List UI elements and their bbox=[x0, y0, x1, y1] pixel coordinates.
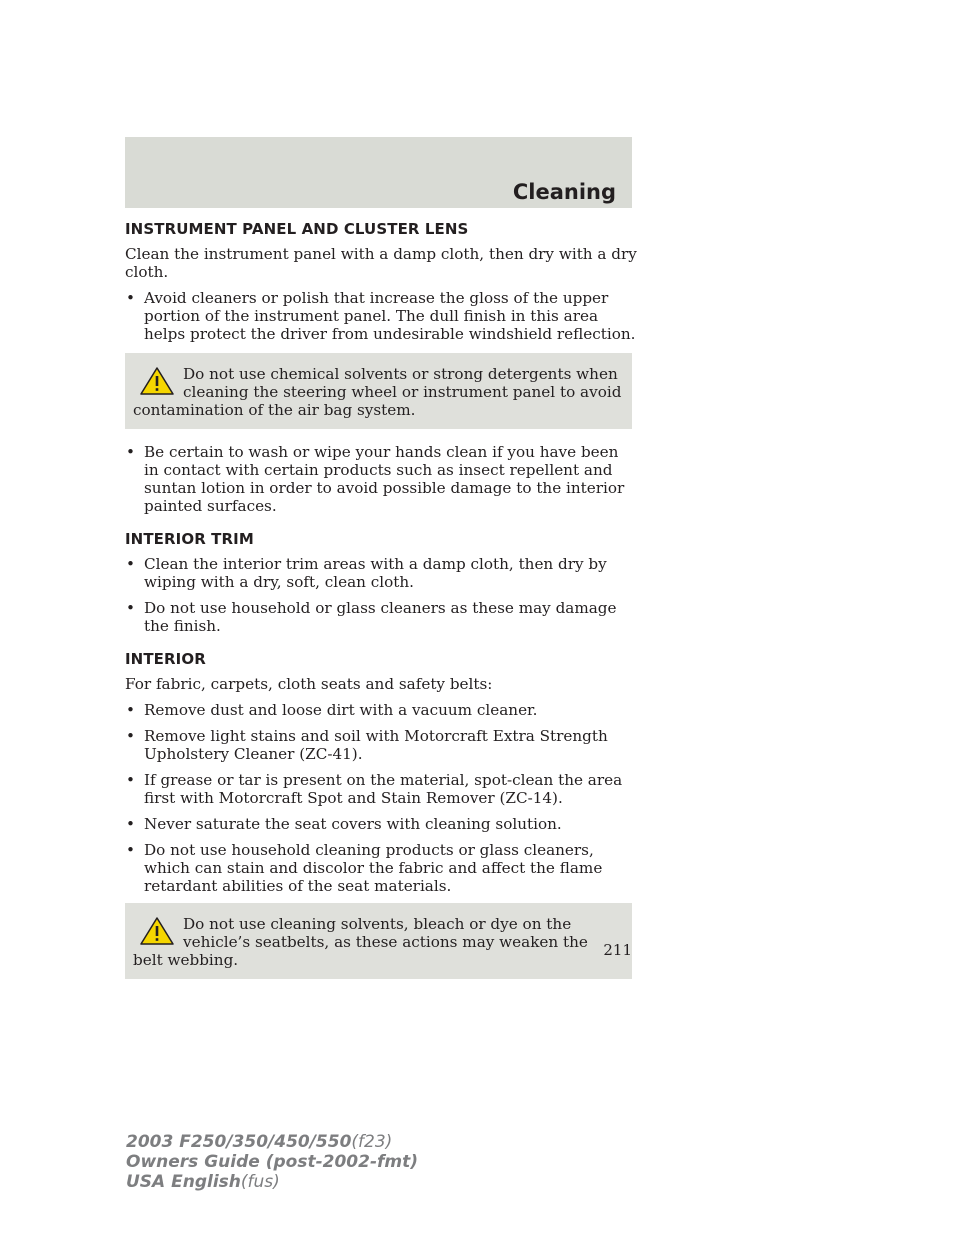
section-header-band bbox=[125, 137, 632, 208]
footer-language-code: (fus) bbox=[240, 1172, 280, 1192]
page-number: 211 bbox=[603, 941, 632, 959]
list-item bbox=[125, 727, 637, 763]
footer-line-guide bbox=[126, 1152, 418, 1172]
bullet-icon: • bbox=[126, 771, 135, 789]
instrument-bullets bbox=[125, 289, 637, 343]
list-item-text: Do not use household cleaning products or glass cleaners, which can stain and discolor the fabric and affect the flame retardant abilities of the seat materials. bbox=[144, 841, 603, 895]
list-item bbox=[125, 701, 637, 719]
warning-box-seatbelts bbox=[125, 903, 632, 979]
bullet-icon: • bbox=[126, 443, 135, 461]
bullet-icon: • bbox=[126, 555, 135, 573]
document-footer bbox=[126, 1132, 418, 1192]
bullet-icon: • bbox=[126, 701, 135, 719]
footer-model-code: (f23) bbox=[351, 1132, 393, 1152]
list-item bbox=[125, 289, 637, 343]
bullet-icon: • bbox=[126, 289, 135, 307]
trim-bullets bbox=[125, 555, 637, 635]
list-item bbox=[125, 841, 637, 895]
list-item-text: Never saturate the seat covers with cleaning solution. bbox=[144, 815, 562, 833]
heading-interior: INTERIOR bbox=[125, 650, 206, 668]
heading-instrument-panel: INSTRUMENT PANEL AND CLUSTER LENS bbox=[125, 220, 469, 238]
list-item-text: Do not use household or glass cleaners as these may damage the finish. bbox=[144, 599, 617, 635]
list-item-text: Remove dust and loose dirt with a vacuum cleaner. bbox=[144, 701, 538, 719]
list-item-text: Clean the interior trim areas with a damp cloth, then dry by wiping with a dry, soft, clean cloth. bbox=[144, 555, 607, 591]
list-item bbox=[125, 555, 637, 591]
warning-box-airbag bbox=[125, 353, 632, 429]
list-item bbox=[125, 443, 637, 515]
warning-text: Do not use chemical solvents or strong detergents when cleaning the steering wheel or instrument panel to avoid contamination of the air bag system. bbox=[133, 365, 622, 419]
footer-model: 2003 F250/350/450/550 bbox=[126, 1132, 352, 1152]
page-content bbox=[125, 219, 637, 993]
heading-interior-trim: INTERIOR TRIM bbox=[125, 530, 254, 548]
interior-bullets bbox=[125, 701, 637, 895]
footer-language: USA English bbox=[126, 1172, 241, 1192]
list-item-text: If grease or tar is present on the material, spot-clean the area first with Motorcraft Spot and Stain Remover (ZC-14). bbox=[144, 771, 623, 807]
warning-text: Do not use cleaning solvents, bleach or dye on the vehicle’s seatbelts, as these actions may weaken the belt webbing. bbox=[133, 915, 588, 969]
interior-intro: For fabric, carpets, cloth seats and safety belts: bbox=[125, 675, 493, 693]
list-item-text: Remove light stains and soil with Motorcraft Extra Strength Upholstery Cleaner (ZC-41). bbox=[144, 727, 608, 763]
instrument-intro: Clean the instrument panel with a damp cloth, then dry with a dry cloth. bbox=[125, 245, 637, 281]
instrument-bullets-after bbox=[125, 443, 637, 515]
bullet-icon: • bbox=[126, 599, 135, 617]
list-item bbox=[125, 771, 637, 807]
list-item bbox=[125, 815, 637, 833]
list-item-text: Avoid cleaners or polish that increase the gloss of the upper portion of the instrument panel. The dull finish in this area helps protect the driver from undesirable windshield reflection. bbox=[144, 289, 636, 343]
warning-triangle-icon bbox=[139, 916, 175, 946]
bullet-icon: • bbox=[126, 727, 135, 745]
footer-line-language bbox=[126, 1172, 418, 1192]
bullet-icon: • bbox=[126, 815, 135, 833]
bullet-icon: • bbox=[126, 841, 135, 859]
footer-guide: Owners Guide (post-2002-fmt) bbox=[126, 1152, 419, 1172]
footer-line-model bbox=[126, 1132, 418, 1152]
list-item bbox=[125, 599, 637, 635]
list-item-text: Be certain to wash or wipe your hands clean if you have been in contact with certain products such as insect repellent and suntan lotion in order to avoid possible damage to the interior painted surfaces. bbox=[144, 443, 625, 515]
section-title: Cleaning bbox=[512, 180, 616, 204]
warning-triangle-icon bbox=[139, 366, 175, 396]
